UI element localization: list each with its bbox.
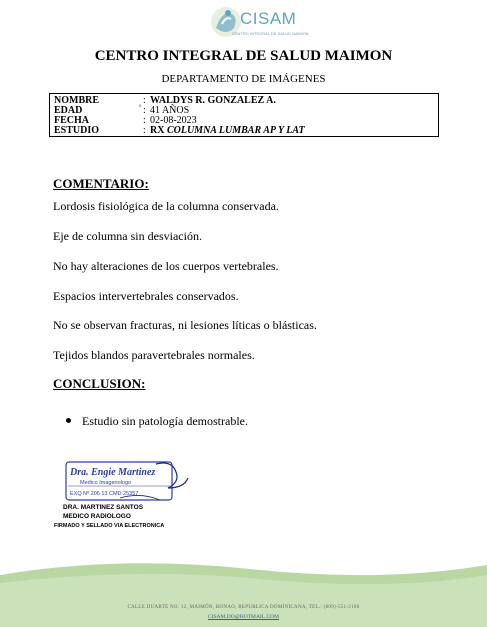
separator: : [143, 125, 146, 136]
logo-subtitle: CENTRO INTEGRAL DE SALUD MAIMON [232, 31, 309, 36]
finding-item: Eje de columna sin desviación. [53, 229, 202, 243]
finding-item: Lordosis fisiológica de la columna conservada. [53, 199, 279, 213]
spellcheck-mark-icon: ⁿ [139, 102, 142, 111]
conclusion-heading: CONCLUSION: [53, 376, 146, 391]
footer-email-link[interactable]: CISAM.DO@HOTMAIL.COM [207, 614, 280, 620]
stamp-exeq: EXQ Nº 206 13 CMD 25357 [70, 491, 139, 497]
bullet-icon [66, 418, 71, 423]
footer-address: CALLE DUARTE NO. 12, MAIMÓN, BONAO, REPUBLICA DOMINICANA, TEL.: (809)-551-2186 [127, 605, 360, 610]
patient-name: WALDYS R. GONZALEZ A. [150, 95, 276, 106]
age-label: EDAD [54, 105, 83, 116]
doctor-role: MEDICO RADIOLOGO [63, 513, 131, 520]
finding-item: Espacios intervertebrales conservados. [53, 289, 239, 303]
footer-email-row [0, 614, 487, 620]
stamp-name: Dra. Engie Martinez [70, 467, 156, 478]
name-label: NOMBRE [54, 95, 99, 106]
separator: : [143, 115, 146, 126]
stamp-title: Medico Imagenologo [80, 480, 132, 486]
finding-item: No hay alteraciones de los cuerpos vertebrales. [53, 259, 279, 273]
logo-text: CISAM [240, 9, 297, 28]
conclusion-item: Estudio sin patología demostrable. [82, 414, 248, 428]
patient-age: 41 AÑOS [150, 105, 190, 116]
study-label: ESTUDIO [54, 125, 100, 136]
date-label: FECHA [54, 115, 89, 126]
study-prefix: RX [150, 125, 165, 136]
study-name: COLUMNA LUMBAR AP Y LAT [166, 125, 305, 136]
department-title: DEPARTAMENTO DE IMÁGENES [161, 73, 326, 85]
study-value [150, 125, 305, 136]
page-title: CENTRO INTEGRAL DE SALUD MAIMON [94, 48, 393, 64]
study-date: 02-08-2023 [150, 115, 197, 126]
separator: : [143, 105, 146, 116]
patient-info-box [49, 93, 439, 137]
doctor-name: DRA. MARTINEZ SANTOS [63, 504, 144, 511]
signature-note: FIRMADO Y SELLADO VIA ELECTRONICA [54, 523, 165, 529]
separator: : [143, 95, 146, 106]
signature-stamp [60, 458, 192, 506]
finding-item: No se observan fracturas, ni lesiones líticas o blásticas. [53, 318, 317, 332]
comment-heading: COMENTARIO: [53, 176, 149, 191]
finding-item: Tejidos blandos paravertebrales normales. [53, 348, 255, 362]
